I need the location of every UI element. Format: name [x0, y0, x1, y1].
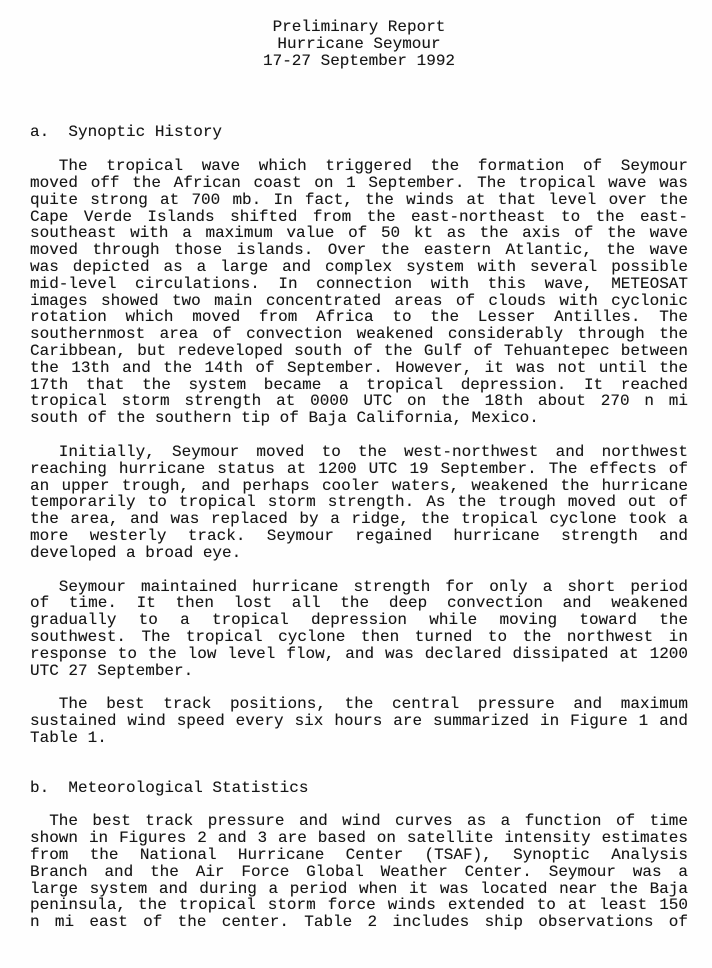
section-body: [30, 813, 688, 931]
text-line: tropical storm strength at 0000 UTC on the 18th about 270 n mi: [30, 392, 688, 411]
text-line: mid-level circulations. In connection with this wave, METEOSAT: [30, 274, 688, 293]
text-line: 17th that the system became a tropical depression. It reached: [30, 375, 688, 394]
section-heading: a. Synoptic History: [30, 123, 223, 142]
text-line: temporarily to tropical storm strength. As the trough moved out of: [30, 493, 688, 512]
text-line: moved through those islands. Over the eastern Atlantic, the wave: [30, 241, 688, 260]
text-line: Table 1.: [30, 728, 107, 747]
report-title-line: Hurricane Seymour: [277, 34, 441, 53]
text-line: an upper trough, and perhaps cooler waters, weakened the hurricane: [30, 476, 688, 495]
text-line: southernmost area of convection weakened considerably through the: [30, 325, 688, 344]
text-line: southwest. The tropical cyclone then turned to the northwest in: [30, 627, 688, 646]
paragraph: [30, 813, 688, 931]
text-line: quite strong at 700 mb. In fact, the winds at that level over the: [30, 190, 688, 209]
text-line: sustained wind speed every six hours are summarized in Figure 1 and: [30, 712, 688, 731]
text-line: UTC 27 September.: [30, 661, 194, 680]
text-line: The tropical wave which triggered the formation of Seymour: [58, 157, 688, 176]
report-title: [30, 19, 688, 69]
report-title-line: 17-27 September 1992: [262, 51, 456, 70]
text-line: response to the low level flow, and was declared dissipated at 1200: [30, 644, 688, 663]
section-synoptic-history: [30, 124, 688, 746]
text-line: Seymour maintained hurricane strength for only a short period: [58, 577, 688, 596]
text-line: large system and during a period when it was located near the Baja: [30, 879, 688, 898]
text-line: images showed two main concentrated areas of clouds with cyclonic: [30, 291, 688, 310]
text-line: south of the southern tip of Baja California, Mexico.: [30, 409, 539, 428]
paragraph: [30, 158, 688, 427]
report-title-line: Preliminary Report: [272, 18, 446, 36]
text-line: moved off the African coast on 1 September. The tropical wave was: [30, 173, 688, 192]
text-line: more westerly track. Seymour regained hurricane strength and: [30, 526, 688, 545]
text-line: from the National Hurricane Center (TSAF), Synoptic Analysis: [30, 846, 688, 865]
text-line: peninsula, the tropical storm force winds extended to at least 150: [30, 896, 688, 915]
text-line: n mi east of the center. Table 2 includes ship observations of: [30, 913, 688, 932]
text-line: The best track pressure and wind curves as a function of time: [49, 812, 688, 831]
text-line: rotation which moved from Africa to the Lesser Antilles. The: [30, 308, 688, 327]
text-line: Caribbean, but redeveloped south of the Gulf of Tehuantepec between: [30, 341, 688, 360]
section-meteorological-statistics: [30, 780, 688, 931]
paragraph: [30, 579, 688, 680]
section-body: [30, 158, 688, 747]
text-line: shown in Figures 2 and 3 are based on satellite intensity estimates: [30, 829, 688, 848]
text-line: gradually to a tropical depression while moving toward the: [30, 611, 688, 630]
text-line: Branch and the Air Force Global Weather Center. Seymour was a: [30, 862, 688, 881]
text-line: The best track positions, the central pressure and maximum: [58, 695, 688, 714]
text-line: Initially, Seymour moved to the west-northwest and northwest: [58, 442, 688, 461]
text-line: southeast with a maximum value of 50 kt as the axis of the wave: [30, 224, 688, 243]
paragraph: [30, 444, 688, 562]
text-line: reaching hurricane status at 1200 UTC 19 September. The effects of: [30, 459, 688, 478]
paragraph: [30, 696, 688, 746]
text-line: Cape Verde Islands shifted from the east-northeast to the east-: [30, 207, 688, 226]
text-line: the 13th and the 14th of September. However, it was not until the: [30, 358, 688, 377]
text-line: was depicted as a large and complex system with several possible: [30, 257, 688, 276]
text-line: of time. It then lost all the deep convection and weakened: [30, 594, 688, 613]
text-line: developed a broad eye.: [30, 543, 242, 562]
section-heading: b. Meteorological Statistics: [30, 778, 309, 797]
text-line: the area, and was replaced by a ridge, the tropical cyclone took a: [30, 510, 688, 529]
